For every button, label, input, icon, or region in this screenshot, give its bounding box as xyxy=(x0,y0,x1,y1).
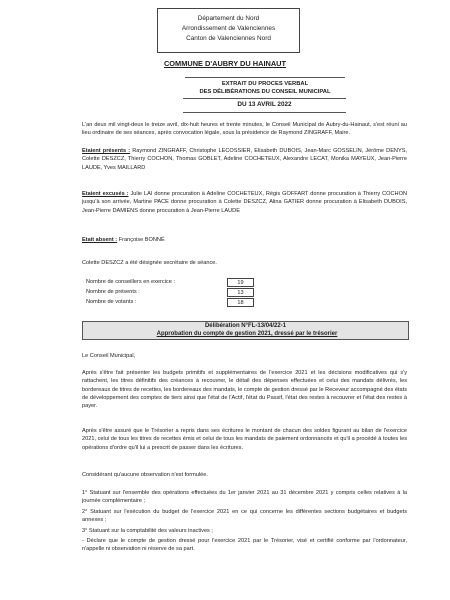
council-line: Le Conseil Municipal, xyxy=(82,353,136,359)
intro-paragraph: L'an deux mil vingt-deux le treize avril, dix-huit heures et trente minutes, le Conseil Municipal de Aubry-du-Hainaut, s'est réuni au lieu ordinaire de ses séances, après convocation légale, sous la présidence de Raymond ZINGRAFF, Maire. xyxy=(82,122,407,137)
count-label: Nombre de conseillers en exercice : xyxy=(86,279,175,285)
statement-1: 1° Statuant sur l'ensemble des opérations effectuées du 1er janvier 2021 au 31 décembre 2021 y compris celles relatives à la journée complémentaire ; xyxy=(82,490,407,505)
extract-line-1: EXTRAIT DU PROCES VERBAL xyxy=(221,81,309,87)
extract-title xyxy=(185,77,345,96)
excuses-label: Etaient excusés : xyxy=(82,191,129,197)
extract-line-2: DES DÉLIBÉRATIONS DU CONSEIL MUNICIPAL xyxy=(199,89,331,95)
deliberation-title: Approbation du compte de gestion 2021, dressé par le trésorier xyxy=(156,331,338,337)
statement-4: - Déclare que le compte de gestion dressé pour l'exercice 2021 par le Trésorier, visé et certifié conforme par l'ordonnateur, n'appelle ni observation ni réserve de sa part. xyxy=(82,538,407,553)
presents-paragraph xyxy=(82,147,407,172)
count-label: Nombre de présents : xyxy=(86,289,140,295)
presents-label: Etaient présents : xyxy=(82,148,131,154)
meeting-date: DU 13 AVRIL 2022 xyxy=(183,98,346,108)
arrondissement-line: Arrondissement de Valenciennes xyxy=(181,25,276,32)
body-paragraph-3: Considérant qu'aucune observation n'est formulée. xyxy=(82,472,208,478)
absent-paragraph xyxy=(82,236,407,244)
body-paragraph-2: Après s'être assuré que le Trésorier a repris dans ses écritures le montant de chacun des soldes figurant au bilan de l'exercice 2021, celui de tous les titres de recettes émis et celui de tous les mandats de paiement ordonnancés et qu'il a procédé à toutes les opérations d'ordre qu'il lui a prescrit de passer dans les écritures. xyxy=(82,428,407,451)
count-label: Nombre de votants : xyxy=(86,299,137,305)
deliberation-number: Délibération N°FL-13/04/22-1 xyxy=(204,323,287,329)
canton-line: Canton de Valenciennes Nord xyxy=(186,35,271,42)
divider xyxy=(183,112,346,113)
administrative-header xyxy=(157,8,300,53)
presents-list: Raymond ZINGRAFF, Christophe LECOSSIER, Elisabeth DUBOIS, Jean-Marc GOSSELIN, Jérôme DENYS, Colette DESZCZ, Thierry COCHON, Thomas GOBLET, Adeline COCHETEUX, Alexandre LECAT, Monika MAYEUX, Jean-Pierre LAUDE, Yves MAILLARD xyxy=(82,148,407,171)
count-value: 13 xyxy=(227,288,254,297)
absent-label: Etait absent : xyxy=(82,237,118,243)
count-value: 19 xyxy=(227,278,254,287)
count-value: 18 xyxy=(227,298,254,307)
department-line: Département du Nord xyxy=(197,15,260,22)
deliberation-header xyxy=(82,321,409,340)
commune-title: COMMUNE D'AUBRY DU HAINAUT xyxy=(163,59,287,68)
statement-3: 3° Statuant sur la comptabilité des valeurs inactives ; xyxy=(82,528,213,534)
absent-name: Françoise BONNÉ xyxy=(118,237,165,243)
excuses-list: Julie LAI donne procuration à Adeline COCHETEUX, Régis GOFFART donne procuration à Thierry COCHON jusqu'à son arrivée, Martine PACE donne procuration à Colette DESZCZ, Alina GATIER donne procuration à Elisabeth DUBOIS, Jean-Pierre DAMIENS donne procuration à Jean-Pierre LAUDE xyxy=(82,191,407,214)
secretary-line: Colette DESZCZ a été désignée secrétaire de séance. xyxy=(82,260,217,266)
excuses-paragraph xyxy=(82,190,407,215)
statement-2: 2° Statuant sur l'exécution du budget de l'exercice 2021 en ce qui concerne les différentes sections budgétaires et budgets annexes ; xyxy=(82,509,407,524)
body-paragraph-1: Après s'être fait présenter les budgets primitifs et supplémentaires de l'exercice 2021 et les décisions modificatives qui s'y rattachent, les titres définitifs des créances à recouvrer, le détail des dépenses effectuées et celui des mandats délivrés, les bordereaux de titres de recettes, les bordereaux des mandats, le compte de gestion dressé par le Receveur accompagné des états de développement des comptes de tiers ainsi que l'état de l'Actif, l'état du Passif, l'état des restes à recouvrer et l'état des restes à payer. xyxy=(82,370,407,410)
